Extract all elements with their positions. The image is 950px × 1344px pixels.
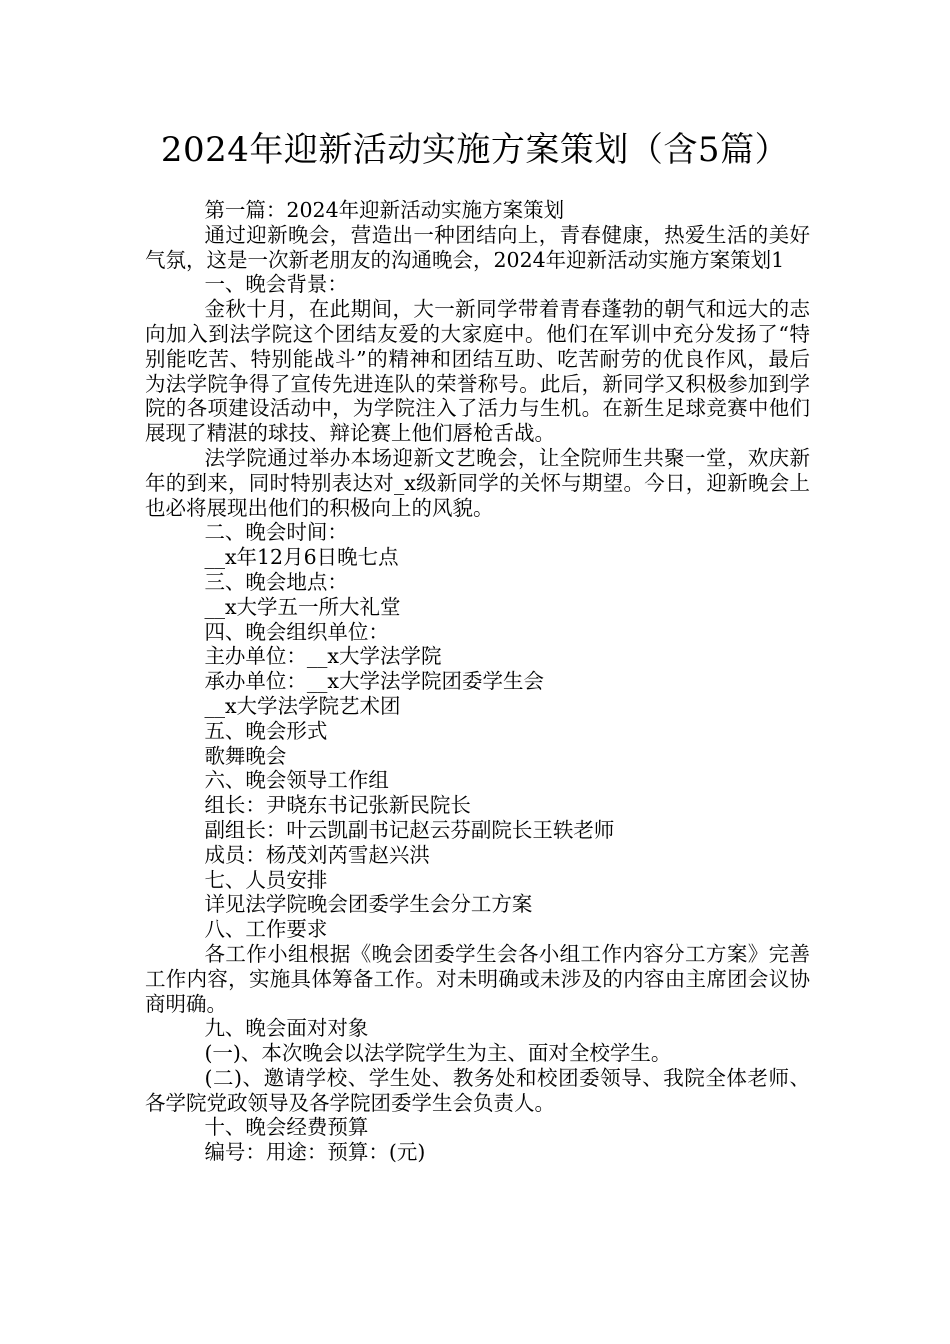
section-heading-venue: 三、晚会地点： — [204, 569, 348, 594]
section-heading-budget: 十、晚会经费预算 — [204, 1115, 369, 1140]
paragraph-organizer: 承办单位：__x大学法学院团委学生会 — [204, 669, 544, 694]
paragraph-purpose: 法学院通过举办本场迎新文艺晚会，让全院师生共聚一堂，欢庆新年的到来，同时特别表达对_x级新同学的关怀与期望。今日，迎新晚会上也必将展现出他们的积极向上的风貌。 — [145, 445, 810, 520]
paragraph-leader: 组长：尹晓东书记张新民院长 — [204, 793, 471, 818]
section-heading-organizers: 四、晚会组织单位： — [204, 619, 389, 644]
section-heading-requirements: 八、工作要求 — [204, 917, 328, 942]
paragraph-format: 歌舞晚会 — [204, 743, 287, 768]
paragraph-art-troupe: __x大学法学院艺术团 — [204, 693, 401, 718]
paragraph-staffing: 详见法学院晚会团委学生会分工方案 — [204, 892, 533, 917]
paragraph-deputy-leader: 副组长：叶云凯副书记赵云芬副院长王轶老师 — [204, 817, 615, 842]
paragraph-audience-2: (二)、邀请学校、学生处、教务处和校团委领导、我院全体老师、各学院党政领导及各学院团委学生会负责人。 — [145, 1065, 810, 1115]
section-heading-leadership: 六、晚会领导工作组 — [204, 768, 389, 793]
paragraph-budget-header: 编号：用途：预算：(元) — [204, 1140, 426, 1165]
paragraph-audience-1: (一)、本次晚会以法学院学生为主、面对全校学生。 — [204, 1041, 672, 1066]
section-heading-background: 一、晚会背景： — [204, 272, 348, 297]
paragraph-venue: __x大学五一所大礼堂 — [204, 594, 401, 619]
paragraph-intro: 通过迎新晚会，营造出一种团结向上，青春健康，热爱生活的美好气氛，这是一次新老朋友的沟通晚会，2024年迎新活动实施方案策划1 — [145, 222, 810, 272]
paragraph-members: 成员：杨茂刘芮雪赵兴洪 — [204, 842, 430, 867]
section-heading-audience: 九、晚会面对对象 — [204, 1016, 369, 1041]
chapter-heading: 第一篇：2024年迎新活动实施方案策划 — [204, 198, 565, 222]
section-heading-format: 五、晚会形式 — [204, 718, 328, 743]
section-heading-time: 二、晚会时间： — [204, 520, 348, 545]
document-title: 2024年迎新活动实施方案策划（含5篇） — [160, 130, 790, 170]
document-body — [145, 198, 810, 1165]
paragraph-requirements: 各工作小组根据《晚会团委学生会各小组工作内容分工方案》完善工作内容，实施具体筹备工作。对未明确或未涉及的内容由主席团会议协商明确。 — [145, 941, 810, 1016]
paragraph-host: 主办单位：__x大学法学院 — [204, 644, 442, 669]
paragraph-time: __x年12月6日晚七点 — [204, 545, 399, 570]
section-heading-staffing: 七、人员安排 — [204, 867, 328, 892]
paragraph-background: 金秋十月，在此期间，大一新同学带着青春蓬勃的朝气和远大的志向加入到法学院这个团结友爱的大家庭中。他们在军训中充分发扬了“特别能吃苦、特别能战斗”的精神和团结互助、吃苦耐劳的优良作风，最后为法学院争得了宣传先进连队的荣誉称号。此后，新同学又积极参加到学院的各项建设活动中，为学院注入了活力与生机。在新生足球竞赛中他们展现了精湛的球技、辩论赛上他们唇枪舌战。 — [145, 297, 810, 446]
